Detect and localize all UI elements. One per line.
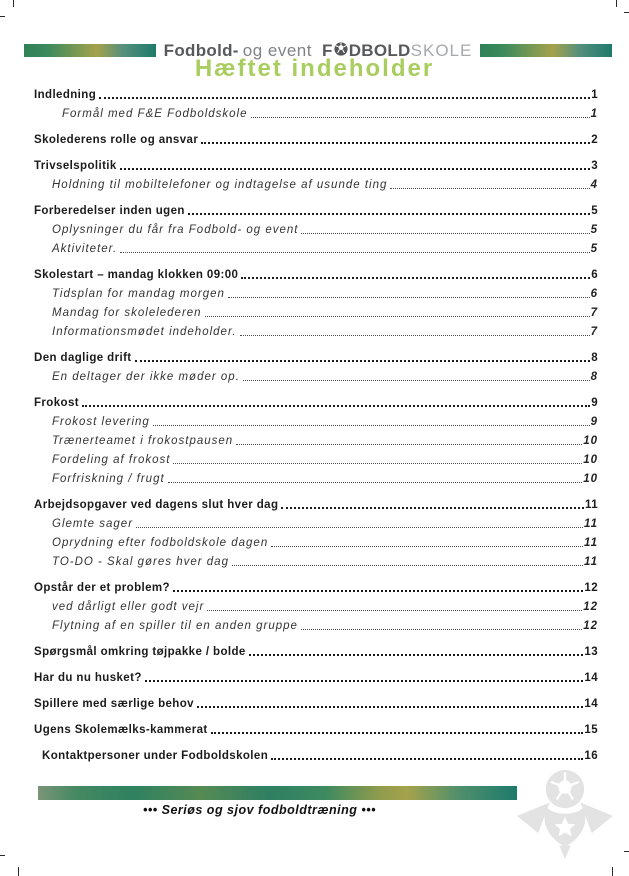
toc-entry-page: 11 <box>584 537 598 549</box>
toc-dotted-leader <box>301 233 589 234</box>
toc-entry-page: 9 <box>590 416 598 428</box>
toc-dotted-leader <box>173 590 583 592</box>
toc-entry-label: TO-DO - Skal gøres hver dag <box>52 556 229 568</box>
toc-entry-page: 3 <box>591 160 598 172</box>
toc-entry-page: 8 <box>591 352 598 364</box>
toc-entry-label: Forfriskning / frugt <box>52 473 165 485</box>
toc-entry-page: 10 <box>583 435 598 447</box>
toc-entry-page: 5 <box>590 224 598 236</box>
toc-entry-label: Kontaktpersoner under Fodboldskolen <box>42 750 269 762</box>
toc-row <box>34 499 598 511</box>
toc-dotted-leader <box>271 546 583 547</box>
toc-entry-label: Opstår der et problem? <box>34 582 170 594</box>
footer-tagline: ••• Seriøs og sjov fodboldtræning ••• <box>143 803 376 817</box>
crop-mark <box>616 0 617 7</box>
crop-mark <box>18 867 19 876</box>
toc-entry-page: 12 <box>583 601 598 613</box>
toc-dotted-leader <box>205 316 590 317</box>
toc-row <box>34 352 598 364</box>
toc-entry-label: En deltager der ikke møder op. <box>52 371 240 383</box>
toc-row <box>34 601 598 613</box>
toc-row <box>34 435 598 447</box>
toc-row <box>34 160 598 172</box>
toc-row <box>34 518 598 530</box>
logo-dbold-text: DBOLD <box>348 40 411 60</box>
toc-entry-label: Fordeling af frokost <box>52 454 171 466</box>
crop-mark <box>0 16 5 17</box>
toc-row <box>34 454 598 466</box>
toc-dotted-leader <box>120 168 591 170</box>
toc-dotted-leader <box>173 463 582 464</box>
toc-dotted-leader <box>249 654 584 656</box>
toc-row <box>34 556 598 568</box>
crop-mark <box>13 0 14 7</box>
toc-entry-label: Trivselspolitik <box>34 160 117 172</box>
toc-row <box>34 698 598 710</box>
toc-entry-label: Informationsmødet indeholder. <box>52 326 237 338</box>
toc-dotted-leader <box>99 97 590 99</box>
toc-entry-label: Holdning til mobiltelefoner og indtagelse af usunde ting <box>52 179 388 191</box>
toc-entry-label: Den daglige drift <box>34 352 132 364</box>
toc-entry-label: Forberedelser inden ugen <box>34 205 185 217</box>
toc-row <box>34 307 598 319</box>
toc-dotted-leader <box>135 360 591 362</box>
toc-dotted-leader <box>82 405 590 407</box>
toc-entry-label: Frokost levering <box>52 416 150 428</box>
crop-mark <box>612 867 613 876</box>
toc-row <box>34 646 598 658</box>
toc-row <box>34 397 598 409</box>
toc-entry-page: 6 <box>591 269 598 281</box>
toc-entry-label: Oprydning efter fodboldskole dagen <box>52 537 269 549</box>
toc-entry-label: Skolederens rolle og ansvar <box>34 134 199 146</box>
toc-entry-page: 5 <box>590 243 598 255</box>
toc-entry-page: 9 <box>591 397 598 409</box>
toc-entry-label: Ugens Skolemælks-kammerat <box>34 724 208 736</box>
toc-row <box>34 473 598 485</box>
toc-dotted-leader <box>390 188 589 189</box>
toc-entry-label: Glemte sager <box>52 518 134 530</box>
logo-og-event-text: og event <box>242 40 312 60</box>
toc-dotted-leader <box>236 444 582 445</box>
logo-skole-text: SKOLE <box>410 40 473 60</box>
toc-row <box>34 672 598 684</box>
toc-row <box>34 371 598 383</box>
toc-dotted-leader <box>207 610 582 611</box>
toc-entry-page: 15 <box>584 724 598 736</box>
toc-dotted-leader <box>281 507 584 509</box>
toc-row <box>34 416 598 428</box>
toc-dotted-leader <box>153 425 590 426</box>
toc-dotted-leader <box>232 565 583 566</box>
toc-row <box>34 724 598 736</box>
toc-entry-label: Trænerteamet i frokostpausen <box>52 435 234 447</box>
toc-row <box>34 326 598 338</box>
toc-entry-label: Tidsplan for mandag morgen <box>52 288 225 300</box>
toc-entry-label: Formål med F&E Fodboldskole <box>62 108 248 120</box>
toc-entry-label: Arbejdsopgaver ved dagens slut hver dag <box>34 499 279 511</box>
toc-entry-label: Indledning <box>34 89 97 101</box>
toc-entry-page: 16 <box>584 750 598 762</box>
toc-entry-page: 14 <box>584 698 598 710</box>
toc-entry-page: 8 <box>590 371 598 383</box>
toc-dotted-leader <box>197 706 583 708</box>
toc-entry-page: 11 <box>584 556 598 568</box>
toc-dotted-leader <box>145 680 584 682</box>
toc-entry-page: 7 <box>590 326 598 338</box>
toc-dotted-leader <box>301 629 582 630</box>
table-of-contents <box>34 89 598 762</box>
toc-entry-page: 6 <box>590 288 598 300</box>
toc-row <box>34 134 598 146</box>
toc-dotted-leader <box>188 213 590 215</box>
toc-entry-label: Spørgsmål omkring tøjpakke / bolde <box>34 646 246 658</box>
toc-entry-page: 4 <box>590 179 598 191</box>
toc-dotted-leader <box>251 117 590 118</box>
toc-row <box>34 750 598 762</box>
toc-dotted-leader <box>228 297 590 298</box>
toc-row <box>34 269 598 281</box>
crop-mark <box>0 855 5 856</box>
toc-entry-label: Flytning af en spiller til en anden gruppe <box>52 620 298 632</box>
toc-dotted-leader <box>240 335 590 336</box>
toc-dotted-leader <box>168 482 583 483</box>
toc-entry-page: 2 <box>591 134 598 146</box>
toc-row <box>34 243 598 255</box>
toc-entry-label: Spillere med særlige behov <box>34 698 194 710</box>
toc-row <box>34 582 598 594</box>
toc-entry-page: 1 <box>590 108 598 120</box>
logo-f-letter: F <box>322 40 333 60</box>
toc-entry-page: 10 <box>583 473 598 485</box>
toc-dotted-leader <box>201 142 590 144</box>
toc-entry-label: Har du nu husket? <box>34 672 142 684</box>
toc-row <box>34 89 598 101</box>
toc-entry-page: 5 <box>591 205 598 217</box>
toc-entry-page: 13 <box>584 646 598 658</box>
toc-entry-page: 12 <box>584 582 598 594</box>
toc-entry-page: 12 <box>583 620 598 632</box>
toc-entry-label: Aktiviteter. <box>52 243 118 255</box>
toc-dotted-leader <box>211 732 584 734</box>
toc-row <box>34 108 598 120</box>
crop-mark <box>624 851 629 852</box>
toc-row <box>34 179 598 191</box>
toc-entry-label: Skolestart – mandag klokken 09:00 <box>34 269 239 281</box>
logo-fodbold-text: Fodbold- <box>163 40 239 60</box>
crop-mark <box>624 12 629 13</box>
toc-entry-label: Oplysninger du får fra Fodbold- og event <box>52 224 299 236</box>
toc-entry-label: Frokost <box>34 397 79 409</box>
toc-entry-label: Mandag for skolelederen <box>52 307 202 319</box>
toc-entry-page: 14 <box>584 672 598 684</box>
toc-dotted-leader <box>241 277 590 279</box>
toc-dotted-leader <box>136 527 583 528</box>
toc-entry-page: 11 <box>584 518 598 530</box>
toc-row <box>34 224 598 236</box>
toc-row <box>34 620 598 632</box>
toc-dotted-leader <box>120 252 589 253</box>
toc-dotted-leader <box>271 758 583 760</box>
page-title: Hæftet indeholder <box>194 55 435 82</box>
toc-entry-page: 11 <box>585 499 598 511</box>
toc-entry-label: ved dårligt eller godt vejr <box>52 601 205 613</box>
toc-row <box>34 288 598 300</box>
toc-entry-page: 1 <box>591 89 598 101</box>
toc-entry-page: 10 <box>583 454 598 466</box>
club-emblem-icon <box>515 768 615 860</box>
toc-dotted-leader <box>243 380 590 381</box>
toc-row <box>34 205 598 217</box>
toc-entry-page: 7 <box>590 307 598 319</box>
footer-gradient-bar <box>38 786 517 800</box>
toc-row <box>34 537 598 549</box>
